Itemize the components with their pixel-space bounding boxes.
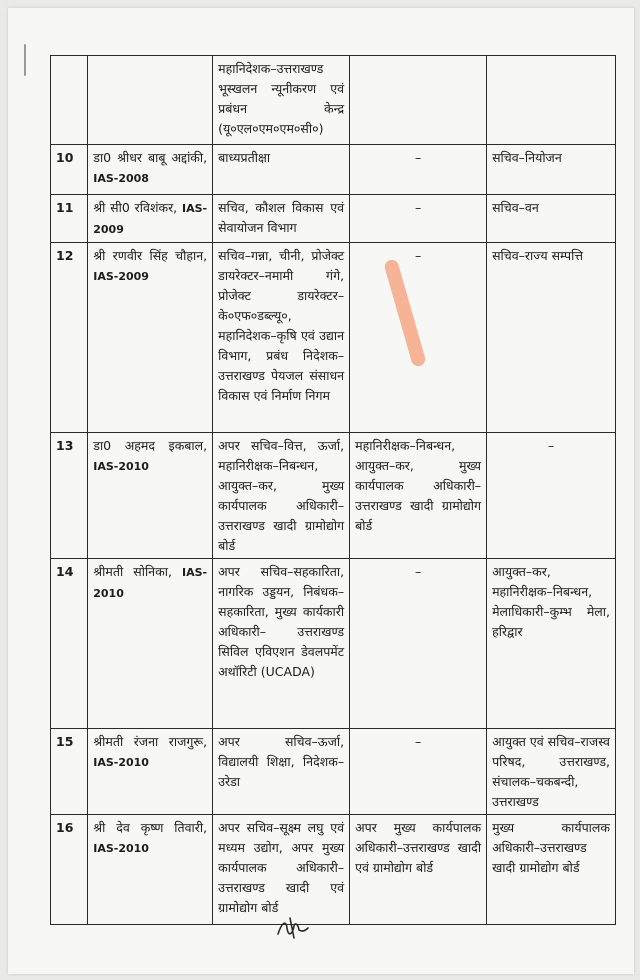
current-posting-cell: सचिव–गन्ना, चीनी, प्रोजेक्ट डायरेक्टर–नमामी गंगे, प्रोजेक्ट डायरेक्टर–के०एफ०डब्ल्यू०, महानिदेशक–कृषि एवं उद्यान विभाग, प्रबंध निदेशक–उत्तराखण्ड पेयजल संसाधन विकास एवं निर्माण निगम [213, 243, 350, 433]
empty-dash: – [414, 248, 422, 263]
table-row [51, 145, 616, 195]
current-posting-cell: अपर सचिव–ऊर्जा, विद्यालयी शिक्षा, निदेशक–उरेडा [213, 729, 350, 815]
table-row [51, 729, 616, 815]
serial-number-cell: 12 [51, 243, 88, 433]
signature [272, 912, 312, 942]
new-posting-cell: सचिव–नियोजन [487, 145, 616, 195]
officer-name: श्री देव कृष्ण तिवारी, [93, 820, 208, 835]
cadre-year: IAS-2010 [93, 566, 208, 600]
relieved-posting-cell [350, 729, 487, 815]
officer-name-cell [88, 145, 213, 195]
officer-name-cell [88, 243, 213, 433]
new-posting-cell [487, 433, 616, 559]
binder-mark [24, 44, 26, 76]
officer-name: श्री रणवीर सिंह चौहान, [93, 248, 208, 263]
table-row [51, 56, 616, 145]
serial-number-cell: 10 [51, 145, 88, 195]
table-row [51, 243, 616, 433]
officer-name: श्री सी0 रविशंकर, [93, 200, 178, 215]
officer-name-cell [88, 433, 213, 559]
serial-number-cell [51, 56, 88, 145]
serial-number-cell: 16 [51, 815, 88, 925]
serial-number-cell: 15 [51, 729, 88, 815]
new-posting-cell: आयुक्त एवं सचिव–राजस्व परिषद, उत्तराखण्ड, संचालक–चकबन्दी, उत्तराखण्ड [487, 729, 616, 815]
relieved-posting-cell [350, 559, 487, 729]
new-posting-cell: सचिव–वन [487, 195, 616, 243]
cadre-year: IAS-2010 [93, 460, 149, 473]
officer-name-cell [88, 729, 213, 815]
cadre-year: IAS-2008 [93, 172, 149, 185]
officer-name-cell [88, 559, 213, 729]
new-posting-cell [487, 56, 616, 145]
new-posting-cell: आयुक्त–कर, महानिरीक्षक–निबन्धन, मेलाधिकारी–कुम्भ मेला, हरिद्वार [487, 559, 616, 729]
empty-dash: – [414, 734, 422, 749]
new-posting-cell: सचिव–राज्य सम्पत्ति [487, 243, 616, 433]
relieved-posting-cell [350, 56, 487, 145]
current-posting-cell: अपर सचिव–वित्त, ऊर्जा, महानिरीक्षक–निबन्धन, आयुक्त–कर, मुख्य कार्यपालक अधिकारी–उत्तराखण्ड खादी ग्रामोद्योग बोर्ड [213, 433, 350, 559]
officer-transfer-table [50, 55, 616, 925]
cadre-year: IAS-2010 [93, 842, 149, 855]
table-row [51, 195, 616, 243]
table-row [51, 559, 616, 729]
officer-name: डा0 श्रीधर बाबू अद्दांकी, [93, 150, 208, 165]
serial-number-cell: 13 [51, 433, 88, 559]
current-posting-cell: सचिव, कौशल विकास एवं सेवायोजन विभाग [213, 195, 350, 243]
cadre-year: IAS-2009 [93, 202, 208, 236]
officer-name-cell [88, 815, 213, 925]
cadre-year: IAS-2010 [93, 756, 149, 769]
empty-dash: – [547, 438, 555, 453]
empty-dash: – [414, 150, 422, 165]
relieved-posting-cell: महानिरीक्षक–निबन्धन, आयुक्त–कर, मुख्य कार्यपालक अधिकारी–उत्तराखण्ड खादी ग्रामोद्योग बोर्ड [350, 433, 487, 559]
serial-number-cell: 11 [51, 195, 88, 243]
officer-name-cell [88, 195, 213, 243]
current-posting-cell: अपर सचिव–सहकारिता, नागरिक उड्डयन, निबंधक–सहकारिता, मुख्य कार्यकारी अधिकारी– उत्तराखण्ड सिविल एविएशन डेवलपमेंट अथॉरिटी (UCADA) [213, 559, 350, 729]
relieved-posting-cell [350, 195, 487, 243]
empty-dash: – [414, 564, 422, 579]
empty-dash: – [414, 200, 422, 215]
relieved-posting-cell [350, 145, 487, 195]
serial-number-cell: 14 [51, 559, 88, 729]
officer-name: श्रीमती सोनिका, [93, 564, 172, 579]
relieved-posting-cell: अपर मुख्य कार्यपालक अधिकारी–उत्तराखण्ड खादी एवं ग्रामोद्योग बोर्ड [350, 815, 487, 925]
table-row [51, 815, 616, 925]
current-posting-cell: महानिदेशक–उत्तराखण्ड भूस्खलन न्यूनीकरण एवं प्रबंधन केन्द्र (यू०एल०एम०एम०सी०) [213, 56, 350, 145]
officer-name: श्रीमती रंजना राजगुरू, [93, 734, 208, 749]
cadre-year: IAS-2009 [93, 270, 149, 283]
officer-name: डा0 अहमद इकबाल, [93, 438, 208, 453]
officer-name-cell [88, 56, 213, 145]
current-posting-cell: अपर सचिव–सूक्ष्म लघु एवं मध्यम उद्योग, अपर मुख्य कार्यपालक अधिकारी–उत्तराखण्ड खादी एवं ग्रामोद्योग बोर्ड [213, 815, 350, 925]
table-row [51, 433, 616, 559]
new-posting-cell: मुख्य कार्यपालक अधिकारी–उत्तराखण्ड खादी ग्रामोद्योग बोर्ड [487, 815, 616, 925]
current-posting-cell: बाध्यप्रतीक्षा [213, 145, 350, 195]
